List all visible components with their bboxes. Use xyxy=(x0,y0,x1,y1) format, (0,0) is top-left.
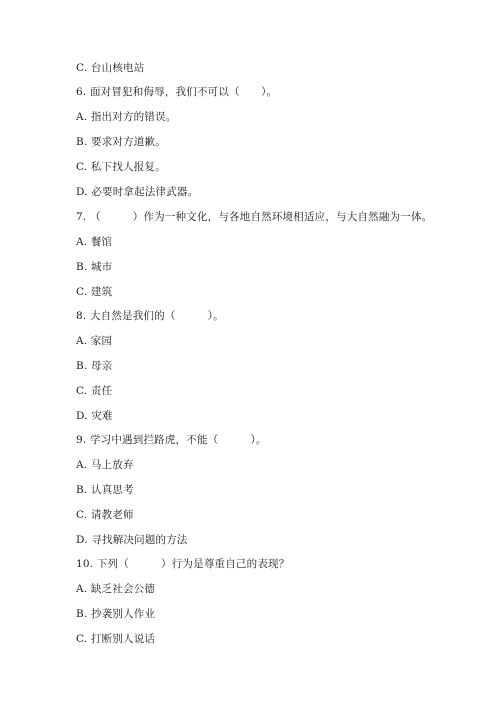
option-b-q10: B. 抄袭别人作业 xyxy=(76,608,156,620)
option-d-q9: D. 寻找解决问题的方法 xyxy=(76,534,188,546)
option-a-q7: A. 餐馆 xyxy=(76,236,113,248)
option-c-q7: C. 建筑 xyxy=(76,286,113,298)
option-c-q8: C. 责任 xyxy=(76,385,113,397)
option-c-q10: C. 打断别人说话 xyxy=(76,633,156,645)
option-b-q7: B. 城市 xyxy=(76,261,113,273)
option-a-q8: A. 家园 xyxy=(76,335,113,347)
option-b-q9: B. 认真思考 xyxy=(76,484,134,496)
option-a-q6: A. 指出对方的错误。 xyxy=(76,111,177,123)
question-8: 8. 大自然是我们的（ ）。 xyxy=(76,310,224,322)
option-c-q5: C. 台山核电站 xyxy=(76,62,145,74)
option-c-q9: C. 请教老师 xyxy=(76,509,134,521)
option-c-q6: C. 私下找人报复。 xyxy=(76,161,166,173)
option-d-q6: D. 必要时拿起法律武器。 xyxy=(76,186,199,198)
option-a-q9: A. 马上放弃 xyxy=(76,459,134,471)
option-a-q10: A. 缺乏社会公德 xyxy=(76,583,156,595)
question-10: 10. 下列（ ）行为是尊重自己的表现？ xyxy=(76,558,290,570)
question-7: 7. （ ）作为一种文化，与各地自然环境相适应，与大自然融为一体。 xyxy=(76,211,433,223)
option-b-q6: B. 要求对方道歉。 xyxy=(76,136,166,148)
question-6: 6. 面对冒犯和侮辱，我们不可以（ ）。 xyxy=(76,86,278,98)
question-9: 9. 学习中遇到拦路虎，不能（ ）。 xyxy=(76,434,267,446)
option-b-q8: B. 母亲 xyxy=(76,360,113,372)
option-d-q8: D. 灾难 xyxy=(76,410,113,422)
